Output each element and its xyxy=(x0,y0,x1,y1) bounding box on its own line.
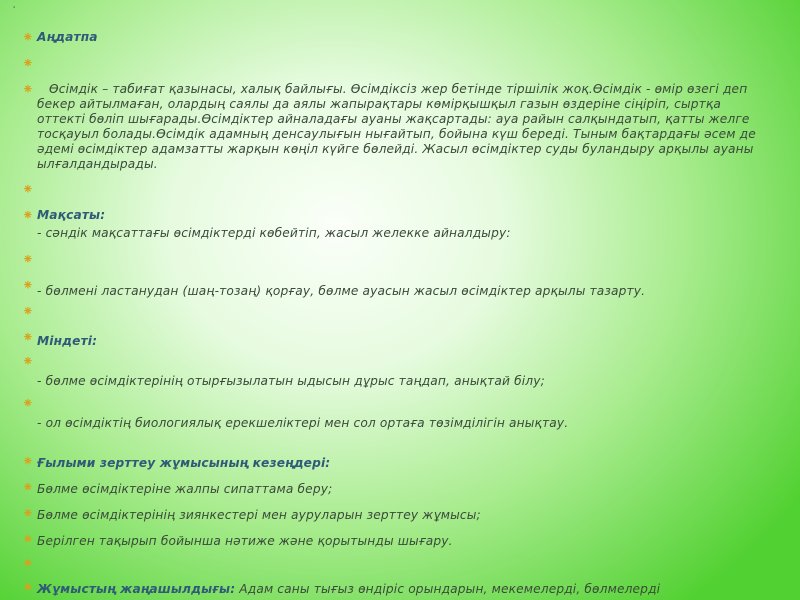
bullet-icon: ⁕ xyxy=(22,82,34,98)
bullet-icon: ⁕ xyxy=(22,580,34,596)
bullet-icon: ⁕ xyxy=(22,454,34,470)
bullet-icon: ⁕ xyxy=(22,396,34,412)
stages-item-1: Бөлме өсімдіктеріне жалпы сипаттама беру; xyxy=(37,482,333,496)
annotation-body: Өсімдік – табиғат қазынасы, халық байлығы. Өсімдіксіз жер бетінде тіршілік жоқ.Өсімдік - өмір өзегі деп бекер айтылмаған, олардың саялы да аялы жапырақтары көмірқышқыл газын өздеріне сіңіріп, сыртқа оттекті бөліп шығарады.Өсімдіктер айналадағы ауаны жақсартады: ауа райын салқындатып, қатты желге тосқауыл болады.Өсімдік адамның денсаулығын нығайтып, бойына күш береді. Тыным бақтардағы әсем де әдемі өсімдіктер адамзатты жарқын көңіл күйге бөлейді. Жасыл өсімдіктер суды буландыру арқылы ауаны ылғалдандырады. xyxy=(37,82,756,171)
tasks-item-2: - ол өсімдіктің биологиялық ерекшеліктері мен сол ортаға төзімділігін анықтау. xyxy=(37,416,569,430)
bullet-icon: ⁕ xyxy=(22,330,34,346)
bullet-icon: ⁕ xyxy=(22,56,34,72)
bullet-icon: ⁕ xyxy=(22,354,34,370)
bullet-icon: ⁕ xyxy=(22,532,34,548)
goal-item-1: - сәндік мақсаттағы өсімдіктерді көбейтіп, жасыл желекке айналдыру: xyxy=(37,226,511,240)
stages-heading: Ғылыми зерттеу жұмысының кезеңдері: xyxy=(37,456,331,470)
goal-block xyxy=(37,208,767,241)
bullet-icon: ⁕ xyxy=(22,30,34,46)
bullet-icon: ⁕ xyxy=(22,480,34,496)
bullet-icon: ⁕ xyxy=(22,506,34,522)
stages-item-3: Берілген тақырып бойынша нәтиже және қорытынды шығару. xyxy=(37,534,453,548)
annotation-heading: Аңдатпа xyxy=(37,30,98,44)
bullet-icon: ⁕ xyxy=(22,278,34,294)
tasks-item-1: - бөлме өсімдіктерінің отырғызылатын ыдысын дұрыс таңдап, анықтай білу; xyxy=(37,374,545,388)
novelty-body: Адам саны тығыз өндіріс орындарын, мекемелерді, бөлмелерді xyxy=(235,582,661,596)
novelty-block xyxy=(37,582,767,597)
tasks-heading: Міндеті: xyxy=(37,334,98,348)
bullet-icon: ⁕ xyxy=(22,304,34,320)
top-dot-mark: · xyxy=(12,0,17,16)
bullet-icon: ⁕ xyxy=(22,252,34,268)
goal-heading: Мақсаты: xyxy=(37,208,106,222)
bullet-icon: ⁕ xyxy=(22,182,34,198)
novelty-heading: Жұмыстың жаңашылдығы: xyxy=(37,582,236,596)
stages-item-2: Бөлме өсімдіктерінің зиянкестері мен ауруларын зерттеу жұмысы; xyxy=(37,508,481,522)
bullet-icon: ⁕ xyxy=(22,556,34,572)
bullet-icon: ⁕ xyxy=(22,208,34,224)
goal-item-2: - бөлмені ластанудан (шаң-тозаң) қорғау, бөлме ауасын жасыл өсімдіктер арқылы тазарту. xyxy=(37,284,646,298)
